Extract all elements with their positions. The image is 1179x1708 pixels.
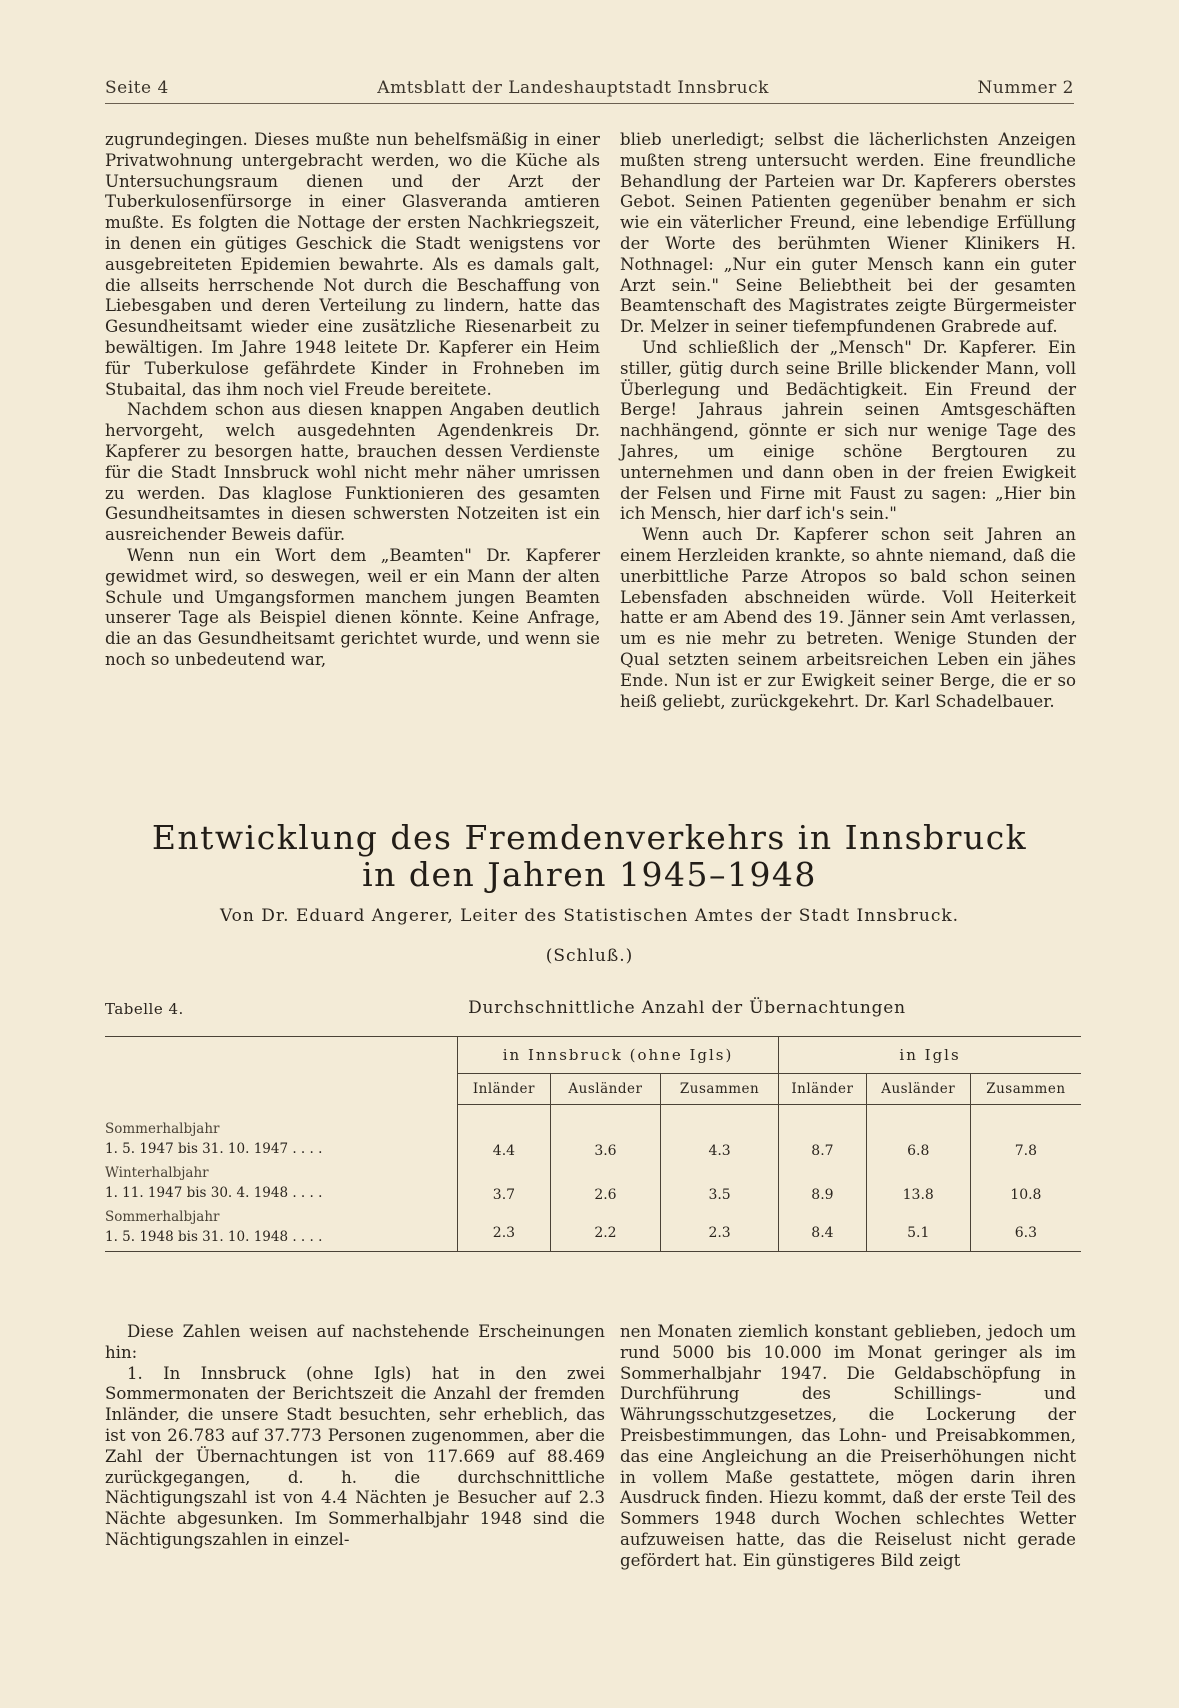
table-cell: 8.4 (779, 1207, 867, 1252)
table-cell: 3.6 (550, 1119, 660, 1163)
period-range: 1. 5. 1948 bis 31. 10. 1948 . . . . (105, 1229, 323, 1245)
article-title-line-1: Entwicklung des Fremdenverkehrs in Innsbruck (151, 818, 1028, 857)
table-row (105, 1119, 1081, 1163)
table-cell: 4.4 (458, 1119, 551, 1163)
page-number: Seite 4 (105, 78, 169, 98)
obituary-left-column (105, 130, 600, 671)
group-header-innsbruck: in Innsbruck (ohne Igls) (458, 1037, 779, 1074)
col-header: Ausländer (550, 1074, 660, 1105)
table-cell: 8.9 (779, 1163, 867, 1207)
table-cell: 6.3 (970, 1207, 1081, 1252)
row-label (105, 1119, 458, 1163)
paragraph: Nachdem schon aus diesen knappen Angaben deutlich hervorgeht, welch ausgedehnten Agendenkreis Dr. Kapferer zu besorgen hatte, brauchen dessen Verdienste für die Stadt Innsbruck wohl nicht mehr näher umrissen zu werden. Das klaglose Funktionieren des gesamten Gesundheitsamtes in diesen schwersten Notzeiten ist ein ausreichender Beweis dafür. (105, 400, 600, 545)
table-subheader-row (105, 1074, 1081, 1105)
table-cell: 2.3 (458, 1207, 551, 1252)
paragraph: nen Monaten ziemlich konstant geblieben, jedoch um rund 5000 bis 10.000 im Monat geringer als im Sommerhalbjahr 1947. Die Geldabschöpfung in Durchführung des Schillings- und Währungsschutzgesetzes, die Lockerung der Preisbestimmungen, das Lohn- und Preisabkommen, das eine Angleichung an die Preiserhöhungen nicht in vollem Maße gestattete, mögen darin ihren Ausdruck finden. Hiezu kommt, daß der erste Teil des Sommers 1948 durch Wochen schlechtes Wetter aufzuweisen hatte, das die Reiselust nicht gerade gefördert hat. Ein günstigeres Bild zeigt (620, 1322, 1076, 1570)
table-cell: 6.8 (866, 1119, 970, 1163)
table-corner-lower (105, 1074, 458, 1105)
table-row (105, 1163, 1081, 1207)
table-cell: 2.3 (661, 1207, 779, 1252)
paragraph: Und schließlich der „Mensch" Dr. Kapferer. Ein stiller, gütig durch seine Brille blickender Mann, voll Überlegung und Bedächtigkeit. Ein Freund der Berge! Jahraus jahrein seinen Amtsgeschäften nachhängend, gönnte er sich nur wenige Tage des Jahres, um einige schöne Bergtouren zu unternehmen und dann oben in der freien Ewigkeit der Felsen und Firne mit Faust zu sagen: „Hier bin ich Mensch, hier darf ich's sein." (620, 337, 1076, 524)
table-label: Tabelle 4. (105, 1000, 184, 1018)
table-cell: 2.2 (550, 1207, 660, 1252)
running-header (105, 78, 1074, 98)
period-name: Sommerhalbjahr (105, 1209, 220, 1225)
table-corner (105, 1037, 458, 1074)
article-right-column (620, 1322, 1076, 1572)
period-range: 1. 5. 1947 bis 31. 10. 1947 . . . . (105, 1141, 323, 1157)
table-cell: 10.8 (970, 1163, 1081, 1207)
continuation-note: (Schluß.) (545, 946, 634, 966)
overnight-stays-table (105, 1036, 1081, 1252)
header-rule (105, 103, 1074, 104)
col-header: Ausländer (866, 1074, 970, 1105)
article-byline: Von Dr. Eduard Angerer, Leiter des Statistischen Amtes der Stadt Innsbruck. (219, 906, 960, 926)
table-cell: 3.5 (661, 1163, 779, 1207)
table-cell: 4.3 (661, 1119, 779, 1163)
table-cell: 8.7 (779, 1119, 867, 1163)
paragraph: zugrundegingen. Dieses mußte nun behelfsmäßig in einer Privatwohnung untergebracht werden, wo die Küche als Untersuchungsraum dienen und der Arzt der Tuberkulosenfürsorge in einer Glasveranda amtieren mußte. Es folgten die Nottage der ersten Nachkriegszeit, in denen ein gütiges Geschick die Stadt wenigstens vor ausgebreiteten Epidemien bewahrte. Als es damals galt, die allseits herrschende Not durch die Beschaffung von Liebesgaben und deren Verteilung zu lindern, hatte das Gesundheitsamt wieder eine zusätzliche Riesenarbeit zu bewältigen. Im Jahre 1948 leitete Dr. Kapferer ein Heim für Tuberkulose gefährdete Kinder in Frohneben im Stubaital, das ihm noch viel Freude bereitete. (105, 130, 600, 399)
issue-number: Nummer 2 (977, 78, 1074, 98)
publication-title: Amtsblatt der Landeshauptstadt Innsbruck (377, 78, 769, 98)
period-name: Sommerhalbjahr (105, 1121, 220, 1137)
table-cell: 13.8 (866, 1163, 970, 1207)
col-header: Inländer (779, 1074, 867, 1105)
table-group-header-row (105, 1037, 1081, 1074)
paragraph: 1. In Innsbruck (ohne Igls) hat in den zwei Sommermonaten der Berichtszeit die Anzahl der fremden Inländer, die unsere Stadt besuchten, sehr erheblich, das ist von 26.783 auf 37.773 Personen zugenommen, aber die Zahl der Übernachtungen ist von 117.669 auf 88.469 zurückgegangen, d. h. die durchschnittliche Nächtigungszahl ist von 4.4 Nächten je Besucher auf 2.3 Nächte abgesunken. Im Sommerhalbjahr 1948 sind die Nächtigungszahlen in einzel- (105, 1363, 605, 1549)
article-left-column (105, 1322, 605, 1551)
paragraph: blieb unerledigt; selbst die lächerlichsten Anzeigen mußten streng untersucht werden. Eine freundliche Behandlung der Parteien war Dr. Kapferers oberstes Gebot. Seinen Patienten gegenüber benahm er sich wie ein väterlicher Freund, eine lebendige Erfüllung der Worte des berühmten Wiener Klinikers H. Nothnagel: „Nur ein guter Mensch kann ein guter Arzt sein." Seine Beliebtheit bei der gesamten Beamtenschaft des Magistrates zeigte Bürgermeister Dr. Melzer in seiner tiefempfundenen Grabrede auf. (620, 130, 1076, 337)
period-name: Winterhalbjahr (105, 1165, 209, 1181)
table-cell: 2.6 (550, 1163, 660, 1207)
table-row (105, 1207, 1081, 1252)
table-caption: Durchschnittliche Anzahl der Übernachtungen (468, 998, 906, 1018)
col-header: Zusammen (661, 1074, 779, 1105)
paragraph: Wenn nun ein Wort dem „Beamten" Dr. Kapferer gewidmet wird, so deswegen, weil er ein Mann der alten Schule und Umgangsformen manchem jungen Beamten unserer Tage als Beispiel dienen könnte. Keine Anfrage, die an das Gesundheitsamt gerichtet wurde, und wenn sie noch so unbedeutend war, (105, 545, 600, 669)
paragraph: Diese Zahlen weisen auf nachstehende Erscheinungen hin: (105, 1322, 605, 1362)
article-title-line-2: in den Jahren 1945–1948 (362, 855, 817, 894)
col-header: Zusammen (970, 1074, 1081, 1105)
row-label (105, 1163, 458, 1207)
table-cell: 5.1 (866, 1207, 970, 1252)
group-header-igls: in Igls (779, 1037, 1081, 1074)
obituary-right-column (620, 130, 1076, 712)
table-cell: 3.7 (458, 1163, 551, 1207)
period-range: 1. 11. 1947 bis 30. 4. 1948 . . . . (105, 1185, 323, 1201)
row-label (105, 1207, 458, 1252)
table-cell: 7.8 (970, 1119, 1081, 1163)
col-header: Inländer (458, 1074, 551, 1105)
paragraph: Wenn auch Dr. Kapferer schon seit Jahren an einem Herzleiden krankte, so ahnte niemand, daß die unerbittliche Parze Atropos so bald schon seinen Lebensfaden abschneiden würde. Voll Heiterkeit hatte er am Abend des 19. Jänner sein Amt verlassen, um es nie mehr zu betreten. Wenige Stunden der Qual setzten seinem arbeitsreichen Leben ein jähes Ende. Nun ist er zur Ewigkeit seiner Berge, die er so heiß geliebt, zurückgekehrt. Dr. Karl Schadelbauer. (620, 525, 1076, 711)
table-spacer (105, 1105, 1081, 1120)
